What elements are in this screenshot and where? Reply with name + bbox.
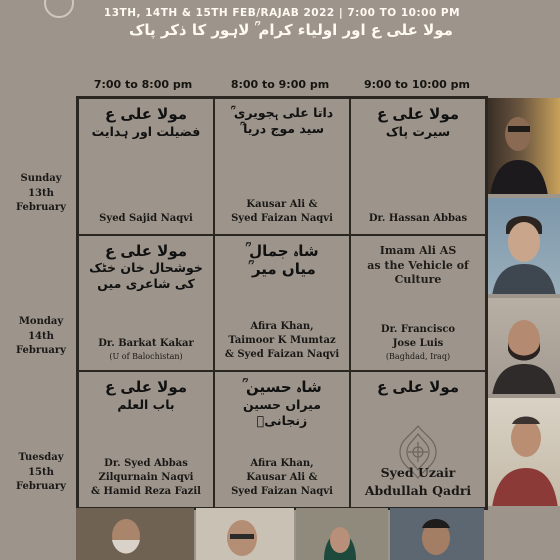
- speaker-name: Dr. Francisco Jose Luis (Baghdad, Iraq): [351, 323, 485, 362]
- speaker-name: Syed Sajid Naqvi: [99, 212, 193, 224]
- session-title: مولا علی ع: [376, 105, 460, 123]
- session-tue-1: [78, 371, 214, 508]
- session-title: مولا علی ع: [104, 378, 188, 397]
- speaker-name: Dr. Barkat Kakar (U of Balochistan): [79, 337, 213, 362]
- speaker-names: Dr. Syed Abbas Zilqurnain Naqvi & Hamid Reza Fazil: [91, 458, 201, 497]
- session-sun-1: [78, 98, 214, 235]
- session-title: مولا علی ع: [104, 241, 188, 260]
- event-title: مولا علی ع اور اولیاء کرام ؒ لاہور کا ذکر پاک: [129, 21, 453, 39]
- session-title: شاہ جمال ؒ: [245, 241, 319, 260]
- speaker-affiliation: (Baghdad, Iraq): [385, 352, 451, 362]
- session-sun-3: [350, 98, 486, 235]
- time-slot-1: 7:00 to 8:00 pm: [93, 78, 193, 91]
- ornament-icon: [44, 0, 74, 18]
- session-subtitle: خوشحال خان خٹک: [89, 260, 203, 276]
- speaker-photo: [488, 96, 560, 194]
- session-title: مولا علی ع: [104, 105, 188, 123]
- speaker-photo: [196, 508, 294, 560]
- session-mon-1: [78, 235, 214, 372]
- speaker-photo: [488, 296, 560, 394]
- speaker-photo: [488, 196, 560, 294]
- session-subtitle-2: کی شاعری میں: [97, 276, 195, 292]
- event-dates: 13TH, 14TH & 15TH FEB/RAJAB 2022 | 7:00 TO 10:00 PM: [103, 7, 461, 19]
- session-title: داتا علی ہجویری ؒ: [230, 105, 334, 120]
- day-label-monday: Monday 14th February: [15, 316, 66, 356]
- time-slot-3: 9:00 to 10:00 pm: [363, 78, 470, 91]
- speaker-names: Afira Khan, Kausar Ali & Syed Faizan Naqvi: [231, 458, 333, 497]
- speaker-affiliation: (U of Balochistan): [109, 352, 183, 362]
- speaker-photo: [488, 396, 560, 506]
- speaker-names: Syed Uzair Abdullah Qadri: [364, 465, 472, 498]
- session-mon-2: [214, 235, 350, 372]
- session-tue-3: [350, 371, 486, 508]
- session-title: مولا علی ع: [376, 378, 460, 397]
- day-label-tuesday: Tuesday 15th February: [15, 452, 66, 492]
- schedule-grid: [76, 96, 488, 510]
- session-subtitle: میاں میر ؒ: [248, 260, 316, 279]
- session-tue-2: [214, 371, 350, 508]
- session-subtitle: سید موج دریا ؒ: [239, 120, 325, 136]
- session-sun-2: [214, 98, 350, 235]
- session-subtitle: میراں حسین زنجانیؒ: [242, 397, 321, 428]
- session-subtitle: سیرت پاک: [385, 123, 451, 139]
- session-subtitle: فضیلت اور ہدایت: [91, 123, 201, 139]
- time-slot-2: 8:00 to 9:00 pm: [230, 78, 330, 91]
- speaker-name: Dr. Hassan Abbas: [368, 212, 468, 224]
- speaker-photo: [296, 508, 388, 560]
- session-title: Imam Ali AS as the Vehicle of Culture: [367, 243, 469, 287]
- session-subtitle: باب العلم: [117, 397, 175, 413]
- session-title: شاہ حسین ؒ: [242, 378, 322, 397]
- speaker-names: Afira Khan, Taimoor K Mumtaz & Syed Faizan Naqvi: [224, 321, 340, 361]
- speaker-names: Kausar Ali & Syed Faizan Naqvi: [231, 198, 333, 224]
- speaker-photo: [390, 508, 484, 560]
- session-mon-3: [350, 235, 486, 372]
- speaker-photo: [76, 508, 194, 560]
- day-label-sunday: Sunday 13th February: [15, 173, 66, 213]
